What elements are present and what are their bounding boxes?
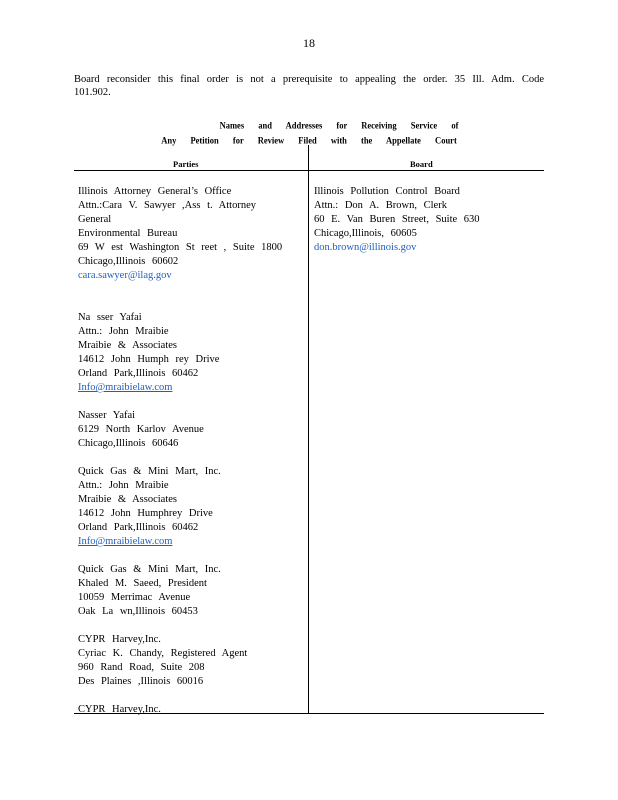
address-line: Illinois Pollution Control Board: [314, 186, 460, 197]
party-block-yafai: [78, 409, 303, 451]
heading-line-2: Any Petition for Review Filed with the Appellate Court: [161, 134, 457, 146]
address-line: Attn.: Don A. Brown, Clerk: [314, 200, 447, 211]
intro-paragraph: Board reconsider this final order is not a prerequisite to appealing the order. 35 Ill. Adm. Code 101.902.: [74, 74, 544, 98]
party-block-cypr: [78, 703, 303, 717]
address-line: Attn.: John Mraibie: [78, 480, 169, 491]
address-line: Chicago,Illinois 60646: [78, 438, 179, 449]
email-link[interactable]: cara.sawyer@ilag.gov: [78, 270, 172, 281]
address-line: CYPR Harvey,Inc.: [78, 704, 161, 715]
parties-column-header: Parties: [173, 159, 199, 169]
address-line: 10059 Merrimac Avenue: [78, 592, 191, 603]
address-line: Chicago,Illinois 60602: [78, 256, 179, 267]
address-line: Quick Gas & Mini Mart, Inc.: [78, 564, 221, 575]
party-block-attorney-general: [78, 185, 303, 283]
board-column-header: Board: [410, 159, 433, 169]
heading-line-1: Names and Addresses for Receiving Service of: [219, 119, 459, 131]
address-line: 6129 North Karlov Avenue: [78, 424, 204, 435]
address-line: Mraibie & Associates: [78, 340, 177, 351]
address-line: Na sser Yafai: [78, 312, 142, 323]
address-line: Attn.:Cara V. Sawyer ,Ass t. Attorney: [78, 200, 256, 211]
party-block-cypr-agent: [78, 633, 303, 689]
address-line: Environmental Bureau: [78, 228, 178, 239]
email-link[interactable]: Info@mraibielaw.com: [78, 536, 173, 547]
address-line: 14612 John Humph rey Drive: [78, 354, 220, 365]
address-line: Illinois Attorney General’s Office: [78, 186, 232, 197]
address-line: 14612 John Humphrey Drive: [78, 508, 213, 519]
address-line: Orland Park,Illinois 60462: [78, 522, 199, 533]
address-line: 69 W est Washington St reet , Suite 1800: [78, 242, 283, 253]
address-line: CYPR Harvey,Inc.: [78, 634, 161, 645]
address-line: Mraibie & Associates: [78, 494, 177, 505]
address-line: Oak La wn,Illinois 60453: [78, 606, 198, 617]
address-line: Chicago,Illinois, 60605: [314, 228, 417, 239]
address-line: Quick Gas & Mini Mart, Inc.: [78, 466, 221, 477]
address-line: Nasser Yafai: [78, 410, 136, 421]
email-link[interactable]: don.brown@illinois.gov: [314, 242, 417, 253]
party-block-quick-gas-counsel: [78, 465, 303, 549]
party-block-quick-gas: [78, 563, 303, 619]
address-line: General: [78, 214, 112, 225]
board-column: [314, 185, 539, 255]
column-divider: [308, 145, 309, 713]
parties-column: [78, 185, 303, 717]
page-number: 18: [303, 36, 315, 50]
address-line: 60 E. Van Buren Street, Suite 630: [314, 214, 480, 225]
party-block-yafai-counsel: [78, 311, 303, 395]
board-address-block: [314, 185, 539, 255]
address-line: Cyriac K. Chandy, Registered Agent: [78, 648, 248, 659]
service-heading: [74, 118, 544, 148]
email-link[interactable]: Info@mraibielaw.com: [78, 382, 173, 393]
address-line: Des Plaines ,Illinois 60016: [78, 676, 204, 687]
header-rule: [74, 170, 544, 171]
address-line: Orland Park,Illinois 60462: [78, 368, 199, 379]
address-line: Khaled M. Saeed, President: [78, 578, 207, 589]
address-line: Attn.: John Mraibie: [78, 326, 169, 337]
address-line: 960 Rand Road, Suite 208: [78, 662, 205, 673]
